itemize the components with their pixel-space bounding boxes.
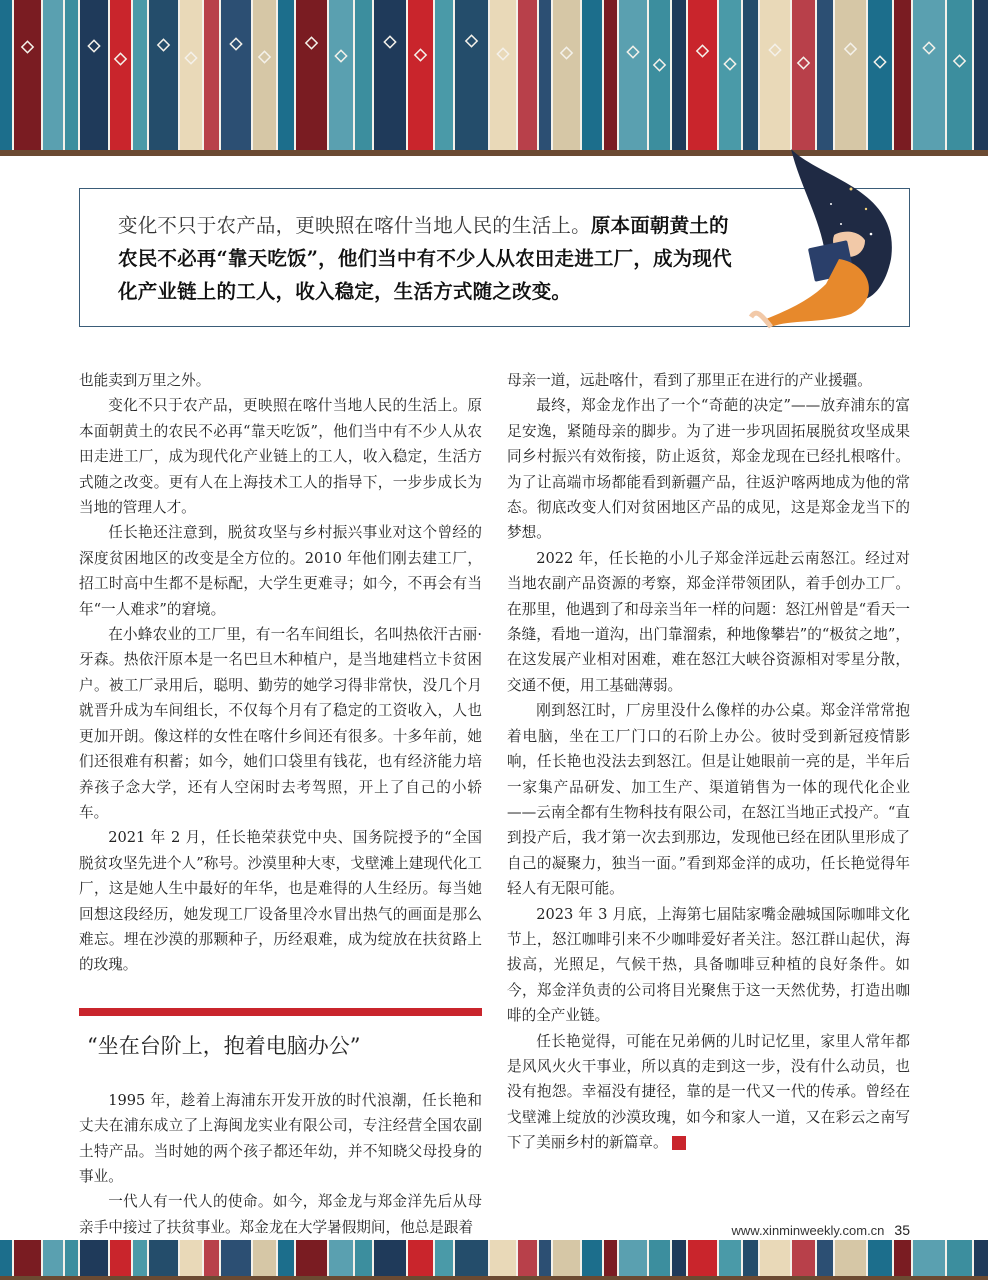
book-spine <box>355 1240 372 1276</box>
book-spine <box>719 0 741 150</box>
book-spine <box>553 0 580 150</box>
book-spine <box>518 0 537 150</box>
book-spine <box>539 1240 551 1276</box>
book-spine <box>355 0 372 150</box>
book-spine <box>792 1240 815 1276</box>
paragraph: 1995 年，趁着上海浦东开发开放的时代浪潮，任长艳和丈夫在浦东成立了上海闽龙实业有限公司，专注经营全国农副土特产品。当时她的两个孩子都还年幼，并不知晓父母投身的事业。 <box>79 1091 482 1185</box>
book-spine <box>619 0 647 150</box>
book-spine <box>817 1240 833 1276</box>
book-spine <box>204 0 219 150</box>
paragraph: 最终，郑金龙作出了一个“奇葩的决定”——放弃浦东的富足安逸，紧随母亲的脚步。为了进一步巩固拓展脱贫攻坚成果同乡村振兴有效衔接，防止返贫，郑金龙现在已经扎根喀什。为了让高端市场都能看到新疆产品，往返沪喀两地成为他的常态。彻底改变人们对贫困地区产品的成见，这是郑金龙当下的梦想。 <box>507 397 910 542</box>
book-spine <box>180 0 202 150</box>
book-spine <box>490 1240 516 1276</box>
article-left-column <box>79 368 482 1240</box>
book-spine <box>149 1240 178 1276</box>
book-spine <box>374 0 406 150</box>
book-spine <box>743 1240 758 1276</box>
book-spine <box>672 1240 686 1276</box>
article-right-column <box>507 368 910 1156</box>
book-spine <box>180 1240 202 1276</box>
book-spine <box>947 1240 972 1276</box>
book-spine <box>278 0 294 150</box>
book-spine <box>221 1240 251 1276</box>
book-spine <box>792 0 815 150</box>
book-spine <box>110 0 131 150</box>
pull-quote-normal: 变化不只于农产品，更映照在喀什当地人民的生活上。 <box>118 214 591 237</box>
book-spine <box>65 0 78 150</box>
book-spine <box>435 1240 453 1276</box>
book-spine <box>835 1240 866 1276</box>
book-spine <box>868 0 892 150</box>
book-spine <box>43 0 63 150</box>
book-spine <box>253 1240 276 1276</box>
paragraph: 任长艳还注意到，脱贫攻坚与乡村振兴事业对这个曾经的深度贫困地区的改变是全方位的。2010 年他们刚去建工厂，招工时高中生都不是标配，大学生更难寻；如今，不再会有当年“一人难求”的窘境。 <box>79 524 482 618</box>
book-spine <box>719 1240 741 1276</box>
page-footer <box>732 1222 911 1238</box>
pull-quote-box <box>79 188 910 327</box>
book-spine <box>518 1240 537 1276</box>
book-spine <box>539 0 551 150</box>
paragraph: 变化不只于农产品，更映照在喀什当地人民的生活上。原本面朝黄土的农民不必再“靠天吃饭”，他们当中有不少人从农田走进工厂，成为现代化产业链上的工人，收入稳定，生活方式随之改变。更有人在上海技术工人的指导下，一步步成长为当地的管理人才。 <box>79 397 482 517</box>
book-spine <box>408 0 433 150</box>
bookshelf-header-illustration <box>0 0 988 156</box>
section-divider-bar <box>79 1008 482 1016</box>
book-spine <box>329 0 353 150</box>
bookshelf-bottom-svg <box>0 1240 988 1280</box>
book-spine <box>649 1240 670 1276</box>
book-spine <box>894 0 911 150</box>
book-spine <box>974 0 988 150</box>
bookshelf-top-svg <box>0 0 988 156</box>
book-spine <box>582 1240 602 1276</box>
book-spine <box>817 0 833 150</box>
book-spine <box>455 0 488 150</box>
pull-quote-text <box>118 209 738 308</box>
paragraph-final <box>507 1029 910 1156</box>
book-spine <box>408 1240 433 1276</box>
book-spine <box>894 1240 911 1276</box>
book-spine <box>296 1240 327 1276</box>
book-spine <box>65 1240 78 1276</box>
book-spine <box>743 0 758 150</box>
book-spine <box>0 1240 12 1276</box>
paragraph: 刚到怒江时，厂房里没什么像样的办公桌。郑金洋常常抱着电脑，坐在工厂门口的石阶上办公。彼时受到新冠疫情影响，任长艳也没法去到怒江。但是让她眼前一亮的是，半年后一家集产品研发、加工生产、渠道销售为一体的现代化企业——云南全都有生物科技有限公司，在怒江当地正式投产。“直到投产后，我才第一次去到那边，发现他已经在团队里形成了自己的凝聚力，独当一面。”看到郑金洋的成功，任长艳觉得年轻人有无限可能。 <box>507 702 910 898</box>
book-spine <box>329 1240 353 1276</box>
paragraph-final-text: 任长艳觉得，可能在兄弟俩的儿时记忆里，家里人常年都是风风火火干事业，所以真的走到这一步，没有什么动员，也没有抱怨。幸福没有捷径，靠的是一代又一代的传承。曾经在戈壁滩上绽放的沙漠玫瑰，如今和家人一道，又在彩云之南写下了美丽乡村的新篇章。 <box>507 1032 910 1152</box>
book-spine <box>688 1240 717 1276</box>
paragraph: 2021 年 2 月，任长艳荣获党中央、国务院授予的“全国脱贫攻坚先进个人”称号。沙漠里种大枣，戈壁滩上建现代化工厂，这是她人生中最好的年华，也是难得的人生经历。每当她回想这段经历，她发现工厂设备里冷水冒出热气的画面是那么难忘。埋在沙漠的那颗种子，历经艰难，成为绽放在扶贫路上的玫瑰。 <box>79 829 482 974</box>
book-spine <box>204 1240 219 1276</box>
book-spine <box>913 1240 945 1276</box>
paragraph: 在小蜂农业的工厂里，有一名车间组长，名叫热依汗古丽·牙森。热依汗原本是一名巴旦木种植户，是当地建档立卡贫困户。被工厂录用后，聪明、勤劳的她学习得非常快，没几个月就晋升成为车间组长，不仅每个月有了稳定的工资收入，人也更加开朗。像这样的女性在喀什乡间还有很多。十多年前，她们还很难有积蓄；如今，她们口袋里有钱花，也有经济能力培养孩子念大学，还有人空闲时去考驾照，开上了自己的小轿车。 <box>79 626 482 821</box>
book-spine <box>133 1240 147 1276</box>
book-spine <box>649 0 670 150</box>
book-spine <box>221 0 251 150</box>
book-spine <box>374 1240 406 1276</box>
book-spine <box>80 0 108 150</box>
book-spine <box>604 0 617 150</box>
book-spine <box>947 0 972 150</box>
end-mark-icon: 民 <box>672 1136 686 1150</box>
girl-reading-illustration <box>731 149 901 329</box>
book-spine <box>435 0 453 150</box>
book-spine <box>253 0 276 150</box>
book-spine <box>688 0 717 150</box>
book-spine <box>0 0 12 150</box>
paragraph: 2022 年，任长艳的小儿子郑金洋远赴云南怒江。经过对当地农副产品资源的考察，郑金洋带领团队，着手创办工厂。在那里，他遇到了和母亲当年一样的问题：怒江州曾是“看天一条缝，看地一道沟，出门靠溜索，种地像攀岩”的“极贫之地”，在这发展产业相对困难，难在怒江大峡谷资源相对零星分散，交通不便，用工基础薄弱。 <box>507 549 910 694</box>
paragraph: 2023 年 3 月底，上海第七届陆家嘴金融城国际咖啡文化节上，怒江咖啡引来不少咖啡爱好者关注。怒江群山起伏，海拔高，光照足，气候干热，具备咖啡豆种植的良好条件。如今，郑金洋负责的公司将目光聚焦于这一天然优势，打造出咖啡的全产业链。 <box>507 905 910 1025</box>
book-spine <box>278 1240 294 1276</box>
book-spine <box>149 0 178 150</box>
book-spine <box>760 1240 790 1276</box>
paragraph: 也能卖到万里之外。 <box>79 372 211 389</box>
paragraph: 一代人有一代人的使命。如今，郑金龙与郑金洋先后从母亲手中接过了扶贫事业。郑金龙在大学暑假期间，他总是跟着 <box>79 1193 482 1236</box>
book-spine <box>14 0 41 150</box>
section-heading: “坐在台阶上，抱着电脑办公” <box>87 1033 361 1058</box>
book-spine <box>553 1240 580 1276</box>
shelf-plank <box>0 1276 988 1280</box>
bookshelf-footer-illustration <box>0 1240 988 1280</box>
book-spine <box>760 0 790 150</box>
book-spine <box>296 0 327 150</box>
book-spine <box>43 1240 63 1276</box>
book-spine <box>835 0 866 150</box>
book-spine <box>455 1240 488 1276</box>
book-spine <box>974 1240 988 1276</box>
book-spine <box>868 1240 892 1276</box>
pull-quote-bold: 原本面朝黄土的农民不必再“靠天吃饭”，他们当中有不少人从农田走进工厂，成为现代化产业链上的工人，收入稳定，生活方式随之改变。 <box>118 214 732 303</box>
footer-url: www.xinminweekly.com.cn <box>731 1223 885 1238</box>
book-spine <box>110 1240 131 1276</box>
book-spine <box>604 1240 617 1276</box>
book-spine <box>490 0 516 150</box>
book-spine <box>672 0 686 150</box>
book-spine <box>14 1240 41 1276</box>
book-spine <box>133 0 147 150</box>
book-spine <box>913 0 945 150</box>
book-spine <box>619 1240 647 1276</box>
paragraph: 母亲一道，远赴喀什，看到了那里正在进行的产业援疆。 <box>507 372 872 389</box>
page-number: 35 <box>894 1222 910 1238</box>
book-spine <box>80 1240 108 1276</box>
book-spine <box>582 0 602 150</box>
